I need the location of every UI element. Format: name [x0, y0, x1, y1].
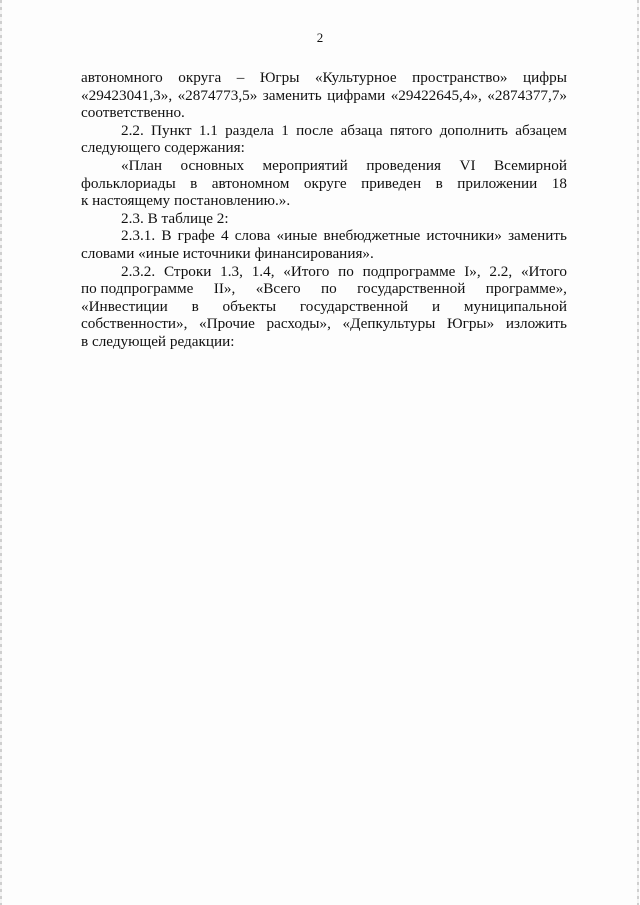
word: источники»: [426, 227, 502, 245]
word: «Культурное: [314, 69, 397, 86]
word: Югры: [259, 69, 300, 86]
word: проведения: [366, 156, 441, 174]
word: «Депкультуры: [342, 315, 436, 333]
word: заменить: [262, 86, 322, 104]
word: округе: [303, 174, 347, 192]
scan-edge-left: [0, 0, 2, 905]
word: «Инвестиции: [81, 297, 168, 315]
word: VI: [459, 156, 476, 174]
text-line: [81, 69, 567, 87]
word: внебюджетные: [323, 227, 421, 245]
text-line: [81, 298, 567, 316]
word: заменить: [508, 227, 567, 245]
word: собственности»,: [81, 315, 188, 333]
word: Строки: [163, 262, 212, 280]
word: «2874773,5»: [177, 86, 258, 104]
paragraph-2-3-1: [81, 227, 567, 262]
word: 1: [281, 121, 289, 139]
word: пятого: [389, 121, 433, 139]
word: пространство»: [412, 69, 508, 86]
word: В: [161, 227, 172, 245]
word: 2.2.: [121, 121, 144, 139]
word: 1.3,: [220, 262, 243, 280]
text-line: 2.3. В таблице 2:: [121, 209, 229, 227]
word: программе»,: [485, 280, 567, 298]
word: «29423041,3»,: [81, 86, 173, 104]
paragraph-2-3-2: [81, 263, 567, 351]
word: графе: [177, 227, 215, 245]
word: Югры»: [447, 315, 495, 333]
word: государственной: [357, 280, 466, 298]
word: изложить: [505, 315, 567, 333]
text-line: в следующей редакции:: [81, 332, 235, 350]
word: по: [338, 262, 354, 280]
word: Всемирной: [494, 156, 567, 174]
word: в: [435, 174, 443, 192]
word: государственной: [299, 297, 409, 315]
word: основных: [180, 156, 245, 174]
word: в: [191, 297, 199, 315]
word: «План: [121, 156, 163, 174]
text-line: [81, 263, 567, 281]
word: 1.1: [198, 121, 218, 139]
word: –: [236, 69, 245, 86]
word: по подпрограмме: [81, 280, 194, 298]
word: после: [296, 121, 334, 139]
word: 2.2,: [489, 262, 513, 280]
word: мероприятий: [262, 156, 348, 174]
word: и: [431, 297, 441, 315]
word: по: [320, 280, 337, 298]
word: расходы»,: [266, 315, 331, 333]
text-line: [81, 175, 567, 193]
paragraph-2-2: [81, 122, 567, 157]
word: фольклориады: [81, 174, 176, 192]
scan-edge-right: [637, 0, 639, 905]
text-line: [81, 157, 567, 175]
word: «29422645,4»,: [390, 86, 482, 104]
paragraph-2-3: [81, 210, 567, 228]
paragraph-budget-figures: [81, 69, 567, 122]
text-line: [81, 122, 567, 140]
word: приведен: [361, 174, 422, 192]
word: объекты: [222, 297, 277, 315]
word: абзацем: [515, 121, 567, 139]
word: дополнить: [439, 121, 508, 139]
word: слова: [234, 227, 271, 245]
word: «иные: [276, 227, 318, 245]
word: 1.4,: [251, 262, 275, 280]
word: «Итого: [520, 262, 567, 280]
word: 4: [220, 227, 229, 245]
word: абзаца: [340, 121, 383, 139]
word: Пункт: [151, 121, 192, 139]
word: «Всего: [255, 280, 301, 298]
text-line: [81, 315, 567, 333]
word: II»,: [213, 280, 236, 298]
word: приложении: [457, 174, 538, 192]
word: «2874377,7»: [487, 86, 567, 104]
text-line: словами «иные источники финансирования».: [81, 244, 374, 262]
word: «Прочие: [199, 315, 255, 333]
word: 18: [551, 174, 567, 192]
document-body: [81, 69, 567, 351]
word: цифры: [523, 69, 567, 86]
text-line: следующего содержания:: [81, 139, 245, 157]
word: автономного: [81, 69, 163, 86]
word: 2.3.2.: [121, 262, 156, 280]
page-number: 2: [316, 30, 324, 45]
text-line: соответственно.: [81, 104, 185, 122]
word: I»,: [464, 262, 481, 280]
word: раздела: [225, 121, 274, 139]
word: «Итого: [283, 262, 330, 280]
word: муниципальной: [463, 297, 567, 315]
text-line: [81, 227, 567, 245]
word: округа: [178, 69, 222, 86]
paragraph-quote-plan: [81, 157, 567, 210]
text-line: к настоящему постановлению.».: [81, 192, 291, 210]
word: цифрами: [327, 86, 386, 104]
text-line: [81, 280, 567, 298]
text-line: [81, 87, 567, 105]
word: 2.3.1.: [121, 227, 156, 245]
word: автономном: [211, 174, 290, 192]
word: подпрограмме: [362, 262, 456, 280]
word: в: [190, 174, 198, 192]
